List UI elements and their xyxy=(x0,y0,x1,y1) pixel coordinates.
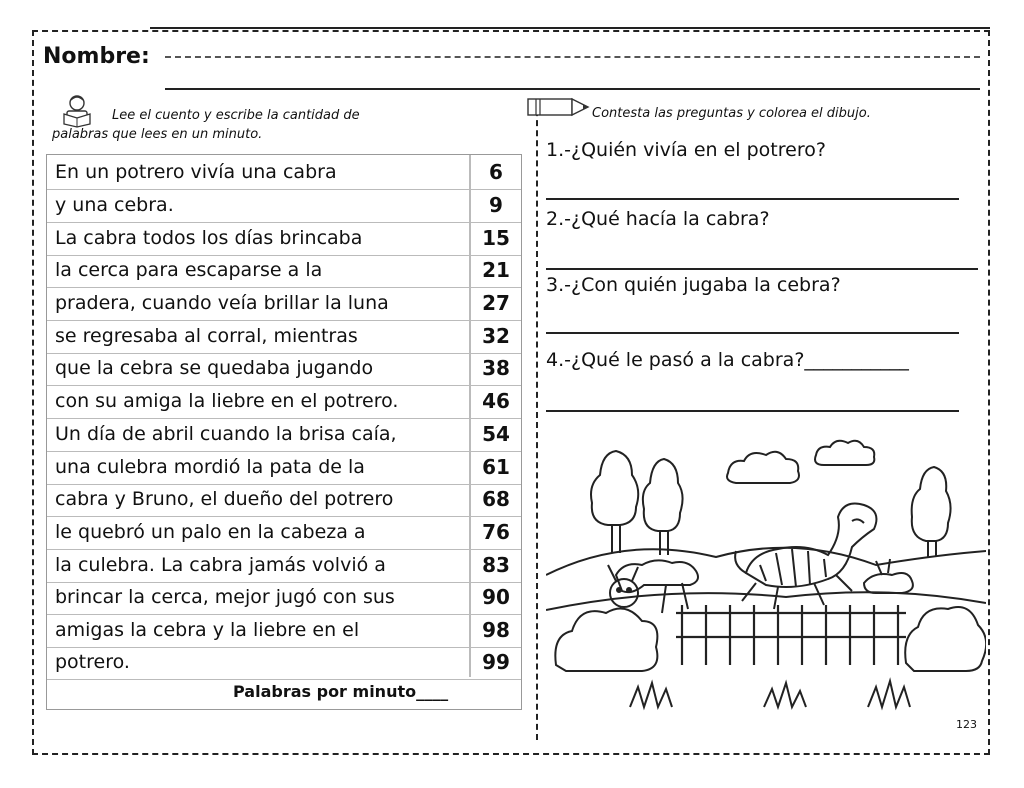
story-row xyxy=(47,157,521,190)
story-line: se regresaba al corral, mientras xyxy=(55,325,358,347)
story-row xyxy=(47,419,521,452)
story-line: con su amiga la liebre en el potrero. xyxy=(55,390,399,412)
story-row xyxy=(47,190,521,223)
bush-left-icon xyxy=(555,609,657,672)
words-per-minute-label: Palabras por minuto____ xyxy=(233,682,449,701)
name-line-solid xyxy=(165,88,980,90)
cloud-right-icon xyxy=(815,441,874,465)
story-row xyxy=(47,288,521,321)
story-row xyxy=(47,321,521,354)
word-count: 98 xyxy=(482,618,510,642)
word-count: 54 xyxy=(482,422,510,446)
left-instructions-line1: Lee el cuento y escribe la cantidad de xyxy=(112,108,360,123)
coloring-illustration xyxy=(546,425,986,715)
story-row xyxy=(47,386,521,419)
question-1: 1.-¿Quién vivía en el potrero? xyxy=(546,139,826,161)
answer-line-3[interactable] xyxy=(546,332,959,334)
story-line: potrero. xyxy=(55,651,130,673)
story-line: brincar la cerca, mejor jugó con sus xyxy=(55,586,395,608)
word-count: 76 xyxy=(482,520,510,544)
pencil-icon xyxy=(524,96,592,118)
story-line: la culebra. La cabra jamás volvió a xyxy=(55,554,386,576)
word-count: 68 xyxy=(482,487,510,511)
story-row xyxy=(47,484,521,517)
story-line: una culebra mordió la pata de la xyxy=(55,456,365,478)
cloud-left-icon xyxy=(727,452,799,483)
question-4: 4.-¿Qué le pasó a la cabra?___________ xyxy=(546,349,909,371)
story-line: amigas la cebra y la liebre en el xyxy=(55,619,360,641)
story-line: La cabra todos los días brincaba xyxy=(55,227,363,249)
story-line: que la cebra se quedaba jugando xyxy=(55,357,374,379)
story-line: En un potrero vivía una cabra xyxy=(55,161,337,183)
story-line: le quebró un palo en la cabeza a xyxy=(55,521,366,543)
tree-left-icon xyxy=(591,451,638,525)
goat-icon xyxy=(608,560,698,613)
answer-line-1[interactable] xyxy=(546,198,959,200)
story-row xyxy=(47,647,521,680)
bush-right-icon xyxy=(905,607,986,671)
story-line: Un día de abril cuando la brisa caía, xyxy=(55,423,397,445)
answer-line-2[interactable] xyxy=(546,268,978,270)
word-count: 83 xyxy=(482,553,510,577)
grass-left-icon xyxy=(630,683,672,707)
story-line: pradera, cuando veía brillar la luna xyxy=(55,292,389,314)
top-border-line xyxy=(150,27,990,29)
story-row xyxy=(47,353,521,386)
question-2: 2.-¿Qué hacía la cabra? xyxy=(546,208,770,230)
story-row xyxy=(47,582,521,615)
left-instructions xyxy=(52,106,452,144)
word-count: 99 xyxy=(482,650,510,674)
answer-line-4[interactable] xyxy=(546,410,959,412)
story-row xyxy=(47,223,521,256)
story-table xyxy=(46,154,522,710)
word-count: 27 xyxy=(482,291,510,315)
word-count: 46 xyxy=(482,389,510,413)
page-number: 123 xyxy=(956,718,977,731)
story-row xyxy=(47,517,521,550)
tree-middle-icon xyxy=(643,459,683,531)
word-count: 21 xyxy=(482,258,510,282)
right-instructions: Contesta las preguntas y colorea el dibujo. xyxy=(592,106,871,121)
story-row xyxy=(47,615,521,648)
word-count: 32 xyxy=(482,324,510,348)
story-line: cabra y Bruno, el dueño del potrero xyxy=(55,488,394,510)
grass-right-icon xyxy=(868,681,910,707)
name-line-dashed xyxy=(165,56,980,58)
word-count: 90 xyxy=(482,585,510,609)
question-3: 3.-¿Con quién jugaba la cebra? xyxy=(546,274,841,296)
story-line: la cerca para escaparse a la xyxy=(55,259,323,281)
word-count: 6 xyxy=(489,160,503,184)
left-instructions-line2: palabras que lees en un minuto. xyxy=(52,127,263,142)
word-count: 61 xyxy=(482,455,510,479)
word-count: 38 xyxy=(482,356,510,380)
word-count: 15 xyxy=(482,226,510,250)
name-label: Nombre: xyxy=(43,44,150,69)
story-row xyxy=(47,452,521,485)
story-row xyxy=(47,550,521,583)
fence xyxy=(676,605,906,665)
story-row xyxy=(47,255,521,288)
grass-middle-icon xyxy=(764,683,806,707)
column-divider xyxy=(536,100,538,740)
story-line: y una cebra. xyxy=(55,194,174,216)
word-count: 9 xyxy=(489,193,503,217)
tree-right-icon xyxy=(912,467,951,541)
